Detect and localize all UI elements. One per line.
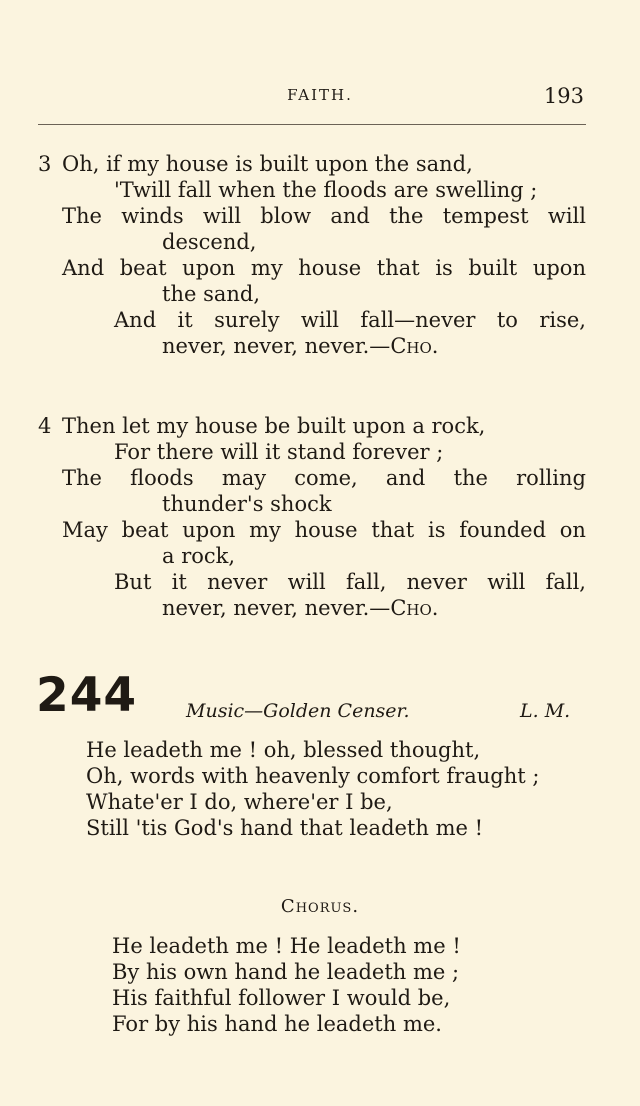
verse-line: Still 'tis God's hand that leadeth me ! bbox=[86, 816, 484, 840]
word: May bbox=[62, 518, 108, 542]
verse-line-justified bbox=[62, 255, 586, 281]
hymn-number: 244 bbox=[36, 668, 138, 723]
verse-line-justified bbox=[62, 517, 586, 543]
chorus-reference: Cho. bbox=[390, 596, 439, 620]
verse-line: never, never, never.—Cho. bbox=[162, 596, 439, 620]
word: winds bbox=[121, 204, 184, 228]
word: is bbox=[435, 256, 453, 280]
word: fall, bbox=[345, 570, 387, 594]
word: and bbox=[330, 204, 370, 228]
word: fall—never bbox=[360, 308, 476, 332]
word: upon bbox=[532, 256, 586, 280]
word: the bbox=[453, 466, 488, 490]
meter: L. M. bbox=[520, 700, 571, 722]
word: rolling bbox=[516, 466, 586, 490]
word: The bbox=[62, 466, 102, 490]
verse-line: For there will it stand forever ; bbox=[114, 440, 444, 464]
verse-line-justified bbox=[114, 307, 586, 333]
word: will bbox=[287, 570, 326, 594]
verse-line: a rock, bbox=[162, 544, 236, 568]
chorus-line: For by his hand he leadeth me. bbox=[112, 1012, 442, 1036]
word: tempest bbox=[442, 204, 529, 228]
word: founded bbox=[459, 518, 547, 542]
word: my bbox=[249, 518, 281, 542]
word: my bbox=[250, 256, 283, 280]
word: floods bbox=[130, 466, 194, 490]
word: will bbox=[202, 204, 242, 228]
verse-line-justified bbox=[114, 569, 586, 595]
chorus-reference: Cho. bbox=[390, 334, 439, 358]
verse-line: Whate'er I do, where'er I be, bbox=[86, 790, 393, 814]
word: rise, bbox=[539, 308, 586, 332]
verse-line: Oh, words with heavenly comfort fraught ; bbox=[86, 764, 540, 788]
word: that bbox=[376, 256, 420, 280]
word: never bbox=[207, 570, 268, 594]
chorus-line: His faithful follower I would be, bbox=[112, 986, 451, 1010]
word: is bbox=[428, 518, 446, 542]
verse-number: 4 bbox=[38, 414, 52, 438]
word: The bbox=[62, 204, 102, 228]
word: surely bbox=[214, 308, 280, 332]
header-rule bbox=[38, 124, 586, 125]
word: it bbox=[177, 308, 193, 332]
verse-line: the sand, bbox=[162, 282, 261, 306]
chorus-line: By his own hand he leadeth me ; bbox=[112, 960, 460, 984]
word: on bbox=[559, 518, 586, 542]
word: upon bbox=[182, 518, 236, 542]
word: that bbox=[371, 518, 415, 542]
verse-line-justified bbox=[62, 203, 586, 229]
word: will bbox=[547, 204, 586, 228]
verse-line: thunder's shock bbox=[162, 492, 332, 516]
word: beat bbox=[119, 256, 167, 280]
verse-line: Then let my house be built upon a rock, bbox=[62, 414, 486, 438]
music-title: Music—Golden Censer. bbox=[186, 700, 410, 722]
chorus-line: He leadeth me ! He leadeth me ! bbox=[112, 934, 461, 958]
word: built bbox=[468, 256, 518, 280]
word: upon bbox=[182, 256, 236, 280]
verse-line: never, never, never.—Cho. bbox=[162, 334, 439, 358]
word: fall, bbox=[545, 570, 586, 594]
verse-line: Oh, if my house is built upon the sand, bbox=[62, 152, 473, 176]
word: house bbox=[294, 518, 358, 542]
word: may bbox=[221, 466, 267, 490]
word: it bbox=[171, 570, 187, 594]
verse-number: 3 bbox=[38, 152, 52, 176]
verse-line: 'Twill fall when the floods are swelling ; bbox=[114, 178, 538, 202]
word: blow bbox=[260, 204, 312, 228]
word: the bbox=[389, 204, 424, 228]
word: to bbox=[496, 308, 518, 332]
word: come, bbox=[294, 466, 358, 490]
verse-line: He leadeth me ! oh, blessed thought, bbox=[86, 738, 481, 762]
verse-line: descend, bbox=[162, 230, 257, 254]
word: And bbox=[114, 308, 157, 332]
word: and bbox=[385, 466, 426, 490]
word: And bbox=[62, 256, 105, 280]
running-header: FAITH. bbox=[287, 86, 353, 104]
word: will bbox=[487, 570, 526, 594]
word: beat bbox=[121, 518, 169, 542]
chorus-heading: Chorus. bbox=[280, 896, 360, 917]
word: house bbox=[298, 256, 362, 280]
page-number: 193 bbox=[543, 84, 584, 108]
verse-line-justified bbox=[62, 465, 586, 491]
word: never bbox=[406, 570, 467, 594]
word: will bbox=[300, 308, 339, 332]
word: But bbox=[114, 570, 152, 594]
